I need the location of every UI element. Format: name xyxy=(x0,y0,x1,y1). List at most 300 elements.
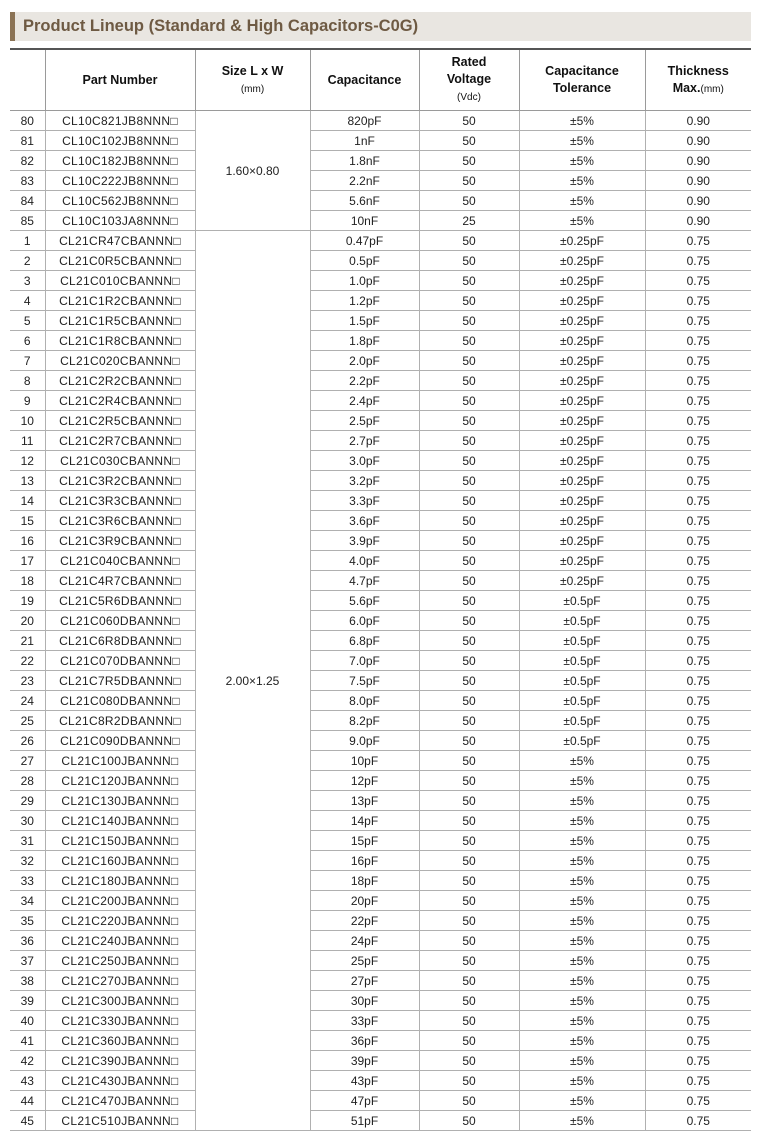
header-size-unit: (mm) xyxy=(240,83,265,95)
row-number: 81 xyxy=(10,131,45,151)
thickness-cell: 0.75 xyxy=(645,491,751,511)
voltage-cell: 50 xyxy=(419,251,519,271)
thickness-cell: 0.75 xyxy=(645,811,751,831)
tolerance-cell: ±5% xyxy=(519,871,645,891)
table-row xyxy=(10,131,751,151)
tolerance-cell: ±5% xyxy=(519,831,645,851)
table-header-row xyxy=(10,49,751,111)
tolerance-cell: ±0.25pF xyxy=(519,331,645,351)
part-number-cell: CL10C562JB8NNN□ xyxy=(45,191,195,211)
header-tolerance-line2: Tolerance xyxy=(552,81,612,95)
size-cell: 2.00×1.25 xyxy=(195,231,310,1131)
row-number: 28 xyxy=(10,771,45,791)
capacitance-cell: 2.2pF xyxy=(310,371,419,391)
part-number-cell: CL21C020CBANNN□ xyxy=(45,351,195,371)
capacitance-cell: 4.7pF xyxy=(310,571,419,591)
tolerance-cell: ±5% xyxy=(519,1031,645,1051)
row-number: 31 xyxy=(10,831,45,851)
tolerance-cell: ±5% xyxy=(519,1071,645,1091)
part-number-cell: CL21C160JBANNN□ xyxy=(45,851,195,871)
part-number-cell: CL10C222JB8NNN□ xyxy=(45,171,195,191)
voltage-cell: 50 xyxy=(419,271,519,291)
capacitance-cell: 43pF xyxy=(310,1071,419,1091)
table-row xyxy=(10,631,751,651)
tolerance-cell: ±5% xyxy=(519,1091,645,1111)
row-number: 35 xyxy=(10,911,45,931)
header-capacitance: Capacitance xyxy=(310,49,419,111)
row-number: 16 xyxy=(10,531,45,551)
row-number: 14 xyxy=(10,491,45,511)
table-row xyxy=(10,231,751,251)
table-row xyxy=(10,1111,751,1131)
capacitance-cell: 6.8pF xyxy=(310,631,419,651)
thickness-cell: 0.75 xyxy=(645,451,751,471)
capacitance-cell: 5.6pF xyxy=(310,591,419,611)
table-row xyxy=(10,991,751,1011)
voltage-cell: 50 xyxy=(419,351,519,371)
voltage-cell: 50 xyxy=(419,411,519,431)
part-number-cell: CL21C140JBANNN□ xyxy=(45,811,195,831)
size-cell: 1.60×0.80 xyxy=(195,111,310,231)
part-number-cell: CL21C040CBANNN□ xyxy=(45,551,195,571)
voltage-cell: 25 xyxy=(419,211,519,231)
table-row xyxy=(10,611,751,631)
capacitance-cell: 36pF xyxy=(310,1031,419,1051)
table-row xyxy=(10,851,751,871)
capacitance-cell: 47pF xyxy=(310,1091,419,1111)
row-number: 25 xyxy=(10,711,45,731)
table-row xyxy=(10,551,751,571)
header-thickness-unit: (mm) xyxy=(700,83,724,95)
thickness-cell: 0.75 xyxy=(645,371,751,391)
part-number-cell: CL10C821JB8NNN□ xyxy=(45,111,195,131)
voltage-cell: 50 xyxy=(419,431,519,451)
row-number: 30 xyxy=(10,811,45,831)
row-number: 33 xyxy=(10,871,45,891)
table-row xyxy=(10,271,751,291)
capacitance-cell: 2.4pF xyxy=(310,391,419,411)
header-no xyxy=(10,49,45,111)
part-number-cell: CL21C060DBANNN□ xyxy=(45,611,195,631)
part-number-cell: CL21C3R2CBANNN□ xyxy=(45,471,195,491)
table-row xyxy=(10,451,751,471)
header-voltage-unit: (Vdc) xyxy=(457,92,481,103)
voltage-cell: 50 xyxy=(419,331,519,351)
thickness-cell: 0.75 xyxy=(645,251,751,271)
voltage-cell: 50 xyxy=(419,791,519,811)
tolerance-cell: ±5% xyxy=(519,1111,645,1131)
tolerance-cell: ±0.25pF xyxy=(519,351,645,371)
part-number-cell: CL21C2R4CBANNN□ xyxy=(45,391,195,411)
part-number-cell: CL10C182JB8NNN□ xyxy=(45,151,195,171)
capacitance-cell: 3.6pF xyxy=(310,511,419,531)
table-row xyxy=(10,711,751,731)
table-row xyxy=(10,291,751,311)
row-number: 45 xyxy=(10,1111,45,1131)
voltage-cell: 50 xyxy=(419,131,519,151)
row-number: 18 xyxy=(10,571,45,591)
thickness-cell: 0.75 xyxy=(645,391,751,411)
table-row xyxy=(10,111,751,131)
voltage-cell: 50 xyxy=(419,1091,519,1111)
table-row xyxy=(10,491,751,511)
header-part-number: Part Number xyxy=(45,49,195,111)
row-number: 9 xyxy=(10,391,45,411)
tolerance-cell: ±5% xyxy=(519,991,645,1011)
voltage-cell: 50 xyxy=(419,931,519,951)
part-number-cell: CL21C1R5CBANNN□ xyxy=(45,311,195,331)
thickness-cell: 0.75 xyxy=(645,931,751,951)
thickness-cell: 0.75 xyxy=(645,231,751,251)
table-row xyxy=(10,171,751,191)
tolerance-cell: ±0.25pF xyxy=(519,451,645,471)
part-number-cell: CL21C360JBANNN□ xyxy=(45,1031,195,1051)
row-number: 22 xyxy=(10,651,45,671)
capacitance-cell: 2.7pF xyxy=(310,431,419,451)
thickness-cell: 0.90 xyxy=(645,111,751,131)
voltage-cell: 50 xyxy=(419,651,519,671)
table-row xyxy=(10,911,751,931)
table-row xyxy=(10,391,751,411)
part-number-cell: CL21C2R2CBANNN□ xyxy=(45,371,195,391)
thickness-cell: 0.90 xyxy=(645,171,751,191)
voltage-cell: 50 xyxy=(419,811,519,831)
row-number: 10 xyxy=(10,411,45,431)
tolerance-cell: ±0.25pF xyxy=(519,511,645,531)
row-number: 1 xyxy=(10,231,45,251)
header-voltage-line2: Voltage xyxy=(446,72,492,86)
thickness-cell: 0.75 xyxy=(645,1091,751,1111)
row-number: 23 xyxy=(10,671,45,691)
part-number-cell: CL21C3R6CBANNN□ xyxy=(45,511,195,531)
capacitance-cell: 2.5pF xyxy=(310,411,419,431)
table-row xyxy=(10,971,751,991)
part-number-cell: CL21C6R8DBANNN□ xyxy=(45,631,195,651)
voltage-cell: 50 xyxy=(419,571,519,591)
capacitance-cell: 3.3pF xyxy=(310,491,419,511)
tolerance-cell: ±5% xyxy=(519,151,645,171)
tolerance-cell: ±0.25pF xyxy=(519,251,645,271)
table-row xyxy=(10,1071,751,1091)
thickness-cell: 0.75 xyxy=(645,791,751,811)
row-number: 12 xyxy=(10,451,45,471)
row-number: 13 xyxy=(10,471,45,491)
capacitance-cell: 1.8nF xyxy=(310,151,419,171)
row-number: 6 xyxy=(10,331,45,351)
header-voltage-line1: Rated xyxy=(451,55,487,69)
voltage-cell: 50 xyxy=(419,711,519,731)
part-number-cell: CL21C150JBANNN□ xyxy=(45,831,195,851)
table-row xyxy=(10,771,751,791)
section-title-bar xyxy=(10,12,751,41)
table-row xyxy=(10,1011,751,1031)
table-row xyxy=(10,731,751,751)
table-row xyxy=(10,151,751,171)
table-row xyxy=(10,1091,751,1111)
table-row xyxy=(10,251,751,271)
header-size-label: Size L x W xyxy=(221,63,284,78)
part-number-cell: CL21C100JBANNN□ xyxy=(45,751,195,771)
voltage-cell: 50 xyxy=(419,971,519,991)
row-number: 7 xyxy=(10,351,45,371)
voltage-cell: 50 xyxy=(419,471,519,491)
part-number-cell: CL21C2R7CBANNN□ xyxy=(45,431,195,451)
tolerance-cell: ±0.5pF xyxy=(519,711,645,731)
capacitance-cell: 25pF xyxy=(310,951,419,971)
tolerance-cell: ±0.25pF xyxy=(519,491,645,511)
tolerance-cell: ±0.25pF xyxy=(519,431,645,451)
capacitance-cell: 12pF xyxy=(310,771,419,791)
thickness-cell: 0.75 xyxy=(645,431,751,451)
table-row xyxy=(10,411,751,431)
thickness-cell: 0.75 xyxy=(645,531,751,551)
part-number-cell: CL21C390JBANNN□ xyxy=(45,1051,195,1071)
capacitance-cell: 10pF xyxy=(310,751,419,771)
row-number: 26 xyxy=(10,731,45,751)
thickness-cell: 0.75 xyxy=(645,951,751,971)
part-number-cell: CL21C180JBANNN□ xyxy=(45,871,195,891)
voltage-cell: 50 xyxy=(419,731,519,751)
row-number: 32 xyxy=(10,851,45,871)
thickness-cell: 0.75 xyxy=(645,911,751,931)
thickness-cell: 0.75 xyxy=(645,1111,751,1131)
part-number-cell: CL21C0R5CBANNN□ xyxy=(45,251,195,271)
table-row xyxy=(10,951,751,971)
capacitance-cell: 30pF xyxy=(310,991,419,1011)
table-row xyxy=(10,651,751,671)
voltage-cell: 50 xyxy=(419,911,519,931)
tolerance-cell: ±0.5pF xyxy=(519,591,645,611)
part-number-cell: CL21C090DBANNN□ xyxy=(45,731,195,751)
row-number: 21 xyxy=(10,631,45,651)
part-number-cell: CL21C7R5DBANNN□ xyxy=(45,671,195,691)
row-number: 36 xyxy=(10,931,45,951)
thickness-cell: 0.90 xyxy=(645,151,751,171)
row-number: 44 xyxy=(10,1091,45,1111)
row-number: 39 xyxy=(10,991,45,1011)
table-row xyxy=(10,831,751,851)
voltage-cell: 50 xyxy=(419,751,519,771)
tolerance-cell: ±0.25pF xyxy=(519,411,645,431)
part-number-cell: CL21C030CBANNN□ xyxy=(45,451,195,471)
capacitance-cell: 13pF xyxy=(310,791,419,811)
table-row xyxy=(10,431,751,451)
voltage-cell: 50 xyxy=(419,1051,519,1071)
thickness-cell: 0.75 xyxy=(645,1071,751,1091)
thickness-cell: 0.75 xyxy=(645,731,751,751)
header-thickness xyxy=(645,49,751,111)
voltage-cell: 50 xyxy=(419,851,519,871)
table-row xyxy=(10,1031,751,1051)
voltage-cell: 50 xyxy=(419,191,519,211)
tolerance-cell: ±5% xyxy=(519,851,645,871)
tolerance-cell: ±0.25pF xyxy=(519,391,645,411)
thickness-cell: 0.75 xyxy=(645,891,751,911)
part-number-cell: CL21C3R9CBANNN□ xyxy=(45,531,195,551)
capacitance-cell: 10nF xyxy=(310,211,419,231)
capacitance-cell: 1.2pF xyxy=(310,291,419,311)
voltage-cell: 50 xyxy=(419,631,519,651)
capacitance-cell: 24pF xyxy=(310,931,419,951)
thickness-cell: 0.75 xyxy=(645,331,751,351)
voltage-cell: 50 xyxy=(419,511,519,531)
part-number-cell: CL21C510JBANNN□ xyxy=(45,1111,195,1131)
capacitance-cell: 9.0pF xyxy=(310,731,419,751)
thickness-cell: 0.75 xyxy=(645,871,751,891)
capacitance-cell: 0.5pF xyxy=(310,251,419,271)
table-row xyxy=(10,511,751,531)
voltage-cell: 50 xyxy=(419,491,519,511)
thickness-cell: 0.75 xyxy=(645,311,751,331)
voltage-cell: 50 xyxy=(419,311,519,331)
table-row xyxy=(10,791,751,811)
voltage-cell: 50 xyxy=(419,871,519,891)
part-number-cell: CL21C1R2CBANNN□ xyxy=(45,291,195,311)
tolerance-cell: ±0.5pF xyxy=(519,611,645,631)
thickness-cell: 0.75 xyxy=(645,691,751,711)
table-body xyxy=(10,111,751,1131)
voltage-cell: 50 xyxy=(419,611,519,631)
capacitance-cell: 51pF xyxy=(310,1111,419,1131)
table-row xyxy=(10,931,751,951)
tolerance-cell: ±0.5pF xyxy=(519,671,645,691)
tolerance-cell: ±5% xyxy=(519,171,645,191)
voltage-cell: 50 xyxy=(419,451,519,471)
voltage-cell: 50 xyxy=(419,551,519,571)
thickness-cell: 0.75 xyxy=(645,971,751,991)
part-number-cell: CL21C220JBANNN□ xyxy=(45,911,195,931)
tolerance-cell: ±5% xyxy=(519,791,645,811)
tolerance-cell: ±5% xyxy=(519,1011,645,1031)
tolerance-cell: ±5% xyxy=(519,931,645,951)
voltage-cell: 50 xyxy=(419,691,519,711)
part-number-cell: CL21C300JBANNN□ xyxy=(45,991,195,1011)
table-row xyxy=(10,811,751,831)
voltage-cell: 50 xyxy=(419,951,519,971)
thickness-cell: 0.75 xyxy=(645,591,751,611)
capacitance-cell: 0.47pF xyxy=(310,231,419,251)
part-number-cell: CL21C5R6DBANNN□ xyxy=(45,591,195,611)
thickness-cell: 0.75 xyxy=(645,1051,751,1071)
part-number-cell: CL10C103JA8NNN□ xyxy=(45,211,195,231)
tolerance-cell: ±0.25pF xyxy=(519,531,645,551)
header-thickness-line2: Max. xyxy=(672,80,701,95)
table-row xyxy=(10,471,751,491)
tolerance-cell: ±5% xyxy=(519,211,645,231)
row-number: 41 xyxy=(10,1031,45,1051)
part-number-cell: CL21C070DBANNN□ xyxy=(45,651,195,671)
thickness-cell: 0.75 xyxy=(645,291,751,311)
header-tolerance xyxy=(519,49,645,111)
tolerance-cell: ±0.25pF xyxy=(519,571,645,591)
table-row xyxy=(10,191,751,211)
voltage-cell: 50 xyxy=(419,531,519,551)
capacitance-cell: 1.5pF xyxy=(310,311,419,331)
row-number: 42 xyxy=(10,1051,45,1071)
capacitance-cell: 2.2nF xyxy=(310,171,419,191)
part-number-cell: CL21C240JBANNN□ xyxy=(45,931,195,951)
tolerance-cell: ±0.5pF xyxy=(519,651,645,671)
row-number: 83 xyxy=(10,171,45,191)
part-number-cell: CL21C200JBANNN□ xyxy=(45,891,195,911)
capacitance-cell: 2.0pF xyxy=(310,351,419,371)
thickness-cell: 0.75 xyxy=(645,631,751,651)
part-number-cell: CL21C080DBANNN□ xyxy=(45,691,195,711)
tolerance-cell: ±0.25pF xyxy=(519,271,645,291)
row-number: 19 xyxy=(10,591,45,611)
row-number: 29 xyxy=(10,791,45,811)
thickness-cell: 0.75 xyxy=(645,1011,751,1031)
capacitance-cell: 27pF xyxy=(310,971,419,991)
thickness-cell: 0.90 xyxy=(645,211,751,231)
voltage-cell: 50 xyxy=(419,111,519,131)
table-row xyxy=(10,1051,751,1071)
part-number-cell: CL21C470JBANNN□ xyxy=(45,1091,195,1111)
part-number-cell: CL21C4R7CBANNN□ xyxy=(45,571,195,591)
tolerance-cell: ±0.25pF xyxy=(519,551,645,571)
table-row xyxy=(10,311,751,331)
header-rated-voltage xyxy=(419,49,519,111)
table-row xyxy=(10,891,751,911)
part-number-cell: CL21C270JBANNN□ xyxy=(45,971,195,991)
part-number-cell: CL21C2R5CBANNN□ xyxy=(45,411,195,431)
row-number: 3 xyxy=(10,271,45,291)
part-number-cell: CL21C130JBANNN□ xyxy=(45,791,195,811)
capacitance-cell: 22pF xyxy=(310,911,419,931)
capacitance-cell: 1.0pF xyxy=(310,271,419,291)
tolerance-cell: ±0.25pF xyxy=(519,231,645,251)
voltage-cell: 50 xyxy=(419,171,519,191)
row-number: 80 xyxy=(10,111,45,131)
table-row xyxy=(10,211,751,231)
voltage-cell: 50 xyxy=(419,991,519,1011)
tolerance-cell: ±0.25pF xyxy=(519,371,645,391)
tolerance-cell: ±5% xyxy=(519,1051,645,1071)
thickness-cell: 0.75 xyxy=(645,551,751,571)
row-number: 20 xyxy=(10,611,45,631)
part-number-cell: CL10C102JB8NNN□ xyxy=(45,131,195,151)
capacitance-cell: 820pF xyxy=(310,111,419,131)
tolerance-cell: ±5% xyxy=(519,951,645,971)
row-number: 84 xyxy=(10,191,45,211)
voltage-cell: 50 xyxy=(419,831,519,851)
voltage-cell: 50 xyxy=(419,391,519,411)
capacitance-cell: 4.0pF xyxy=(310,551,419,571)
voltage-cell: 50 xyxy=(419,151,519,171)
capacitance-cell: 1nF xyxy=(310,131,419,151)
table-row xyxy=(10,371,751,391)
row-number: 37 xyxy=(10,951,45,971)
row-number: 17 xyxy=(10,551,45,571)
thickness-cell: 0.75 xyxy=(645,771,751,791)
table-row xyxy=(10,531,751,551)
part-number-cell: CL21C8R2DBANNN□ xyxy=(45,711,195,731)
thickness-cell: 0.75 xyxy=(645,671,751,691)
capacitance-cell: 3.9pF xyxy=(310,531,419,551)
product-lineup-table xyxy=(10,48,751,1131)
tolerance-cell: ±5% xyxy=(519,771,645,791)
part-number-cell: CL21C3R3CBANNN□ xyxy=(45,491,195,511)
row-number: 43 xyxy=(10,1071,45,1091)
table-row xyxy=(10,671,751,691)
table-row xyxy=(10,331,751,351)
row-number: 40 xyxy=(10,1011,45,1031)
capacitance-cell: 39pF xyxy=(310,1051,419,1071)
part-number-cell: CL21C330JBANNN□ xyxy=(45,1011,195,1031)
part-number-cell: CL21C120JBANNN□ xyxy=(45,771,195,791)
part-number-cell: CL21C430JBANNN□ xyxy=(45,1071,195,1091)
capacitance-cell: 5.6nF xyxy=(310,191,419,211)
